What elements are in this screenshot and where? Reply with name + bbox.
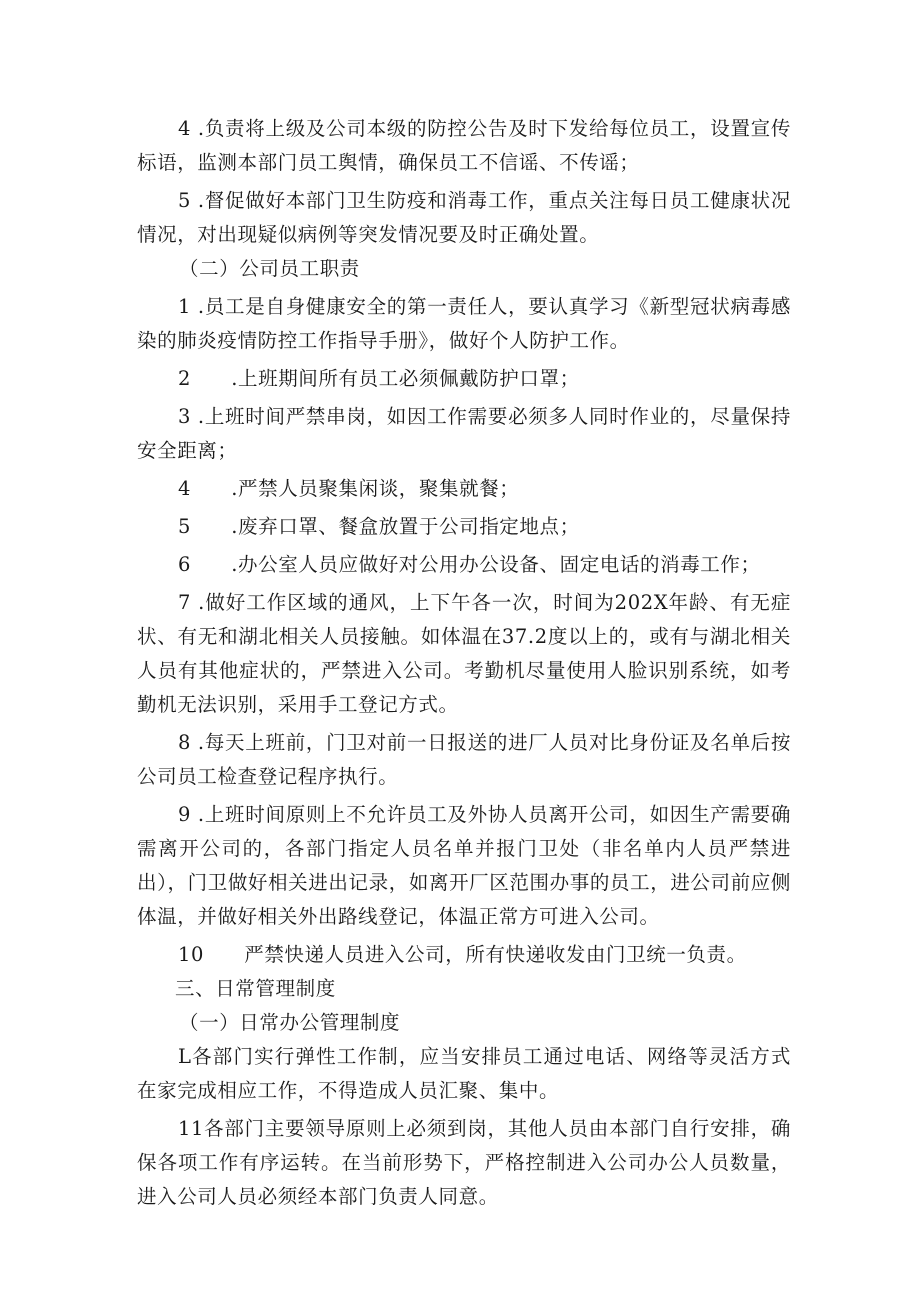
paragraph-office-rule-1: L各部门实行弹性工作制，应当安排员工通过电话、网络等灵活方式在家完成相应工作，不得造成人员汇聚、集中。 (137, 1045, 791, 1102)
paragraph-duty-8: 8 .每天上班前，门卫对前一日报送的进厂人员对比身份证及名单后按公司员工检查登记程序执行。 (137, 731, 791, 788)
paragraph-office-rule-2: 11各部门主要领导原则上必须到岗，其他人员由本部门自行安排，确保各项工作有序运转。在当前形势下，严格控制进入公司办公人员数量，进入公司人员必须经本部门负责人同意。 (137, 1117, 791, 1208)
paragraph-duty-7: 7 .做好工作区域的通风，上下午各一次，时间为202X年龄、有无症状、有无和湖北相关人员接触。如体温在37.2度以上的，或有与湖北相关人员有其他症状的，严禁进入公司。考勤机尽量使用人脸识别系统，如考勤机无法识别，采用手工登记方式。 (137, 591, 791, 716)
chapter-heading-daily-management: 三、日常管理制度 (175, 977, 336, 1000)
section-heading-office-management: （一）日常办公管理制度 (179, 1011, 401, 1034)
document-page (137, 112, 791, 1214)
paragraph-item-4: 4 .负责将上级及公司本级的防控公告及时下发给每位员工，设置宣传标语，监测本部门员工舆情，确保员工不信谣、不传谣； (137, 117, 791, 174)
paragraph-duty-4: 4 .严禁人员聚集闲谈，聚集就餐； (178, 477, 520, 500)
paragraph-duty-2: 2 .上班期间所有员工必须佩戴防护口罩； (178, 367, 580, 390)
paragraph-duty-5: 5 .废弃口罩、餐盒放置于公司指定地点； (178, 515, 580, 538)
paragraph-duty-3: 3 .上班时间严禁串岗，如因工作需要必须多人同时作业的，尽量保持安全距离； (137, 405, 791, 462)
paragraph-duty-1: 1 .员工是自身健康安全的第一责任人，要认真学习《新型冠状病毒感染的肺炎疫情防控工作指导手册》，做好个人防护工作。 (137, 295, 791, 352)
section-heading-employee-duties: （二）公司员工职责 (179, 257, 360, 280)
paragraph-duty-6: 6 .办公室人员应做好对公用办公设备、固定电话的消毒工作； (178, 553, 761, 576)
paragraph-item-5: 5 .督促做好本部门卫生防疫和消毒工作，重点关注每日员工健康状况情况，对出现疑似病例等突发情况要及时正确处置。 (137, 189, 791, 246)
paragraph-duty-10: 10 严禁快递人员进入公司，所有快递收发由门卫统一负责。 (178, 943, 747, 966)
paragraph-duty-9: 9 .上班时间原则上不允许员工及外协人员离开公司，如因生产需要确需离开公司的，各部门指定人员名单并报门卫处（非名单内人员严禁进出），门卫做好相关进出记录，如离开厂区范围办事的员工，进公司前应侧体温，并做好相关外出路线登记，体温正常方可进入公司。 (137, 803, 791, 928)
